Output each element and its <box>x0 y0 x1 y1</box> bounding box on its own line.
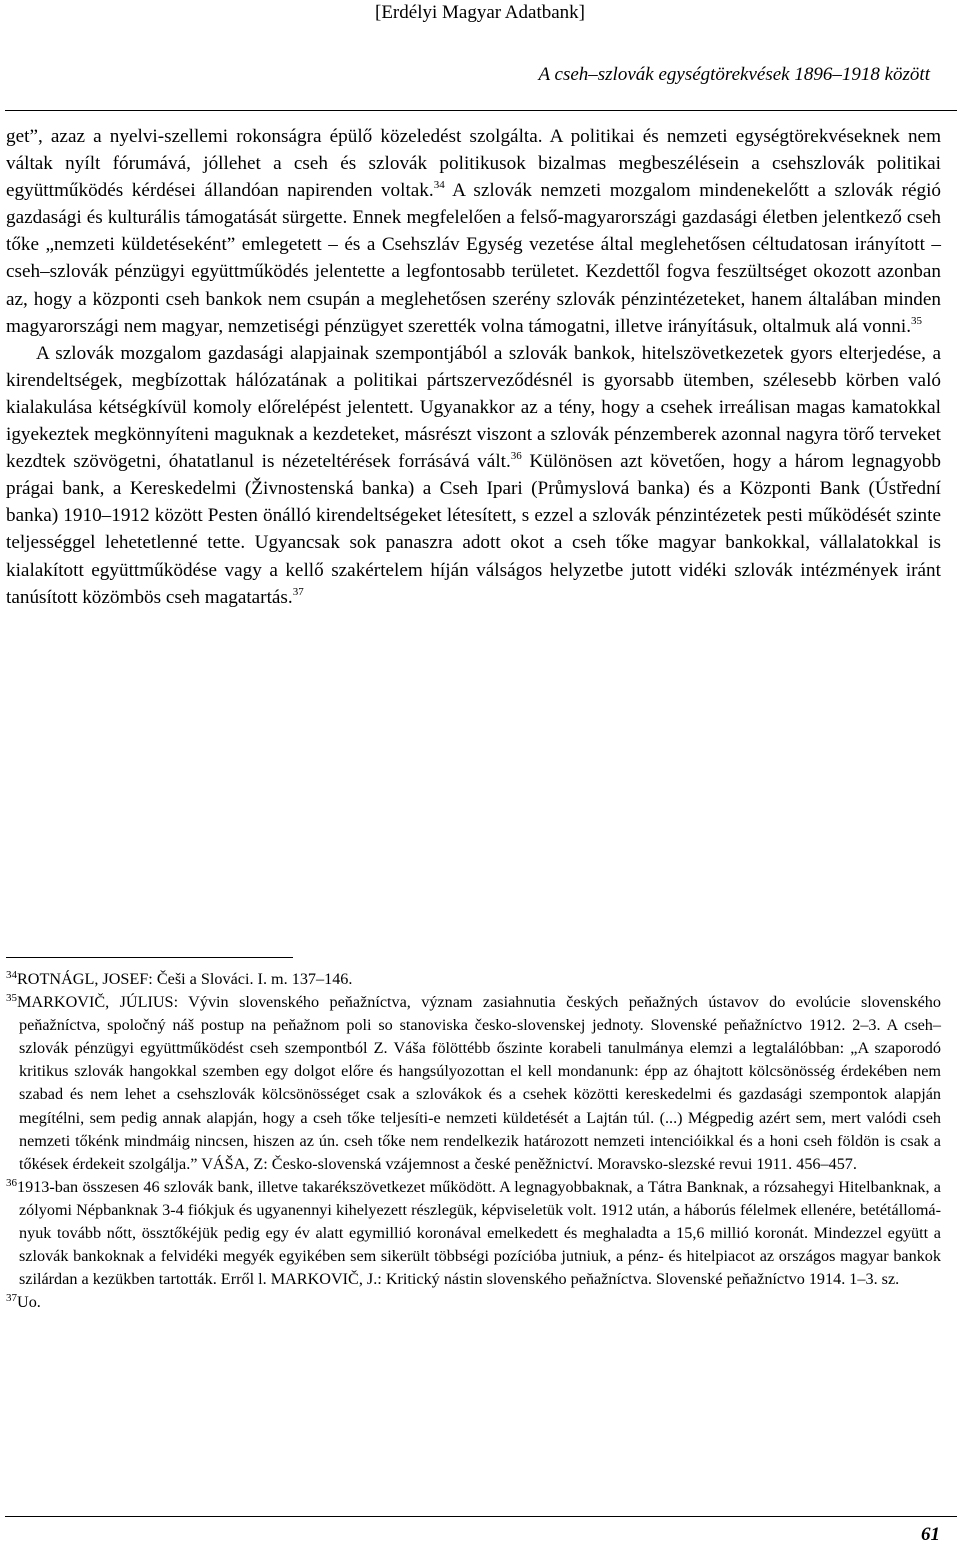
footnote-ref-35[interactable]: 35 <box>911 314 923 327</box>
paragraph-1 <box>6 123 941 340</box>
paragraph-text: get”, azaz a nyelvi-szellemi rokonságra épülő közeledést szolgálta. A politikai és nemzeti egységtörekvéseknek nem váltak nyílt fórumává, jóllehet a cseh és szlovák politikusok bizalmas megbeszélésein a csehszlovák politikai együttműködés kérdései állandóan napirenden voltak. <box>6 126 941 202</box>
footnote-text: MARKOVIČ, JÚLIUS: Vývin slovenského peňažníctva, význam zasiahnutia českých peňažných ústavov do evolúcie slovenského peňažníctva, spoločný náš postup na peňažnom poli so stanoviska česko-slovenskej jednoty. Slovenské peňažníctvo 1912. 2–3. A cseh–szlovák pénzügyi együttműködést cseh szempontból Z. Váša fölöttébb őszinte korabeli tanulmánya elemzi a legtalálóbban: „A szaporodó kritikus szlovák hangokkal szemben egy dolgot előre és hangsúlyozottan el kell mondanunk: épp az óhajtott kölcsönösség érdekében nem szabad és nem lehet a csehszlovák kölcsönösséget csak a szlovákok és a csehek közötti kereskedelmi és gazdasági szempontok alapján megítélni, sem pedig annak alapján, hogy a cseh tőke teljesíti-e nemzeti küldetését a Lajtán túl. (...) Mégpedig azért sem, mert valódi cseh nemzeti tőkénk mindmáig nincsen, hiszen az ún. cseh tőke nem rendelkezik határozott nemzeti intencióikkal és a honi cseh földön is csak a tőkések érdekeit szolgálja.” VÁŠA, Z: Česko-slovenská vzájemnost a české peněžnictví. Moravsko-slezské revui 1911. 456–457. <box>17 993 941 1173</box>
footnote-text: Uo. <box>17 1293 41 1312</box>
footnote-number: 34 <box>6 969 17 981</box>
footnote-ref-36[interactable]: 36 <box>510 450 522 463</box>
paragraph-text: A szlovák nemzeti mozgalom mindenekelőtt a szlovák régió gazdasági és kulturális támogatását sürgette. Ennek megfelelően a felső-magyarországi gazdasági életben jelentkező cseh tőke „nemzeti küldetéseként” emlegetett – és a Csehszláv Egység vezetése által meglehetősen céltudatosan irányított – cseh–szlovák pénzügyi együttműködés jelentette a legfontosabb területet. Kezdettől fogva feszültséget okozott azonban az, hogy a központi cseh bankok nem csupán a meglehetősen szerény szlovák pénzintézeteket, hanem általában minden magyarországi nem magyar, nemzetiségi pénzügyet szerették volna támogatni, illetve irányításuk, oltalmuk alá vonni. <box>6 180 941 337</box>
footnote-number: 35 <box>6 992 17 1005</box>
footnote-34 <box>6 968 941 991</box>
footnote-36 <box>6 1176 941 1291</box>
page-number: 61 <box>921 1524 940 1545</box>
footnote-text: ROTNÁGL, JOSEF: Češi a Slováci. I. m. 137–146. <box>17 970 353 988</box>
footnotes <box>6 968 941 1314</box>
running-title: A cseh–szlovák egységtörekvések 1896–1918 között <box>538 64 930 85</box>
footnote-text: 1913-ban összesen 46 szlovák bank, illetve takarékszövetkezet működött. A legnagyobbaknak, a Tátra Banknak, a rózsahegyi Hitelbanknak, a zólyomi Népbanknak 3-4 fiókjuk és ugyanennyi kihelyezett részlegük, képviseletük volt. 1912 után, a háborús félelmek ellenére, betétállományuk tovább nőtt, össztőkéjük pedig egy év alatt egymillió koronával emelkedett és meghaladta a 15,6 millió koronát. Mindezzel együtt a szlovák bankoknak a felvidéki megyék egyikében sem sikerült többségi pozícióba jutniuk, a pénz- és hitelpiacot az országos magyar bankok szilárdan a kezükben tartották. Erről l. MARKOVIČ, J.: Kritický nástin slovenského peňažníctva. Slovenské peňažníctvo 1914. 1–3. sz. <box>17 1177 941 1289</box>
footnote-ref-34[interactable]: 34 <box>433 179 445 192</box>
header-divider <box>5 110 957 111</box>
paragraph-2 <box>6 340 941 611</box>
footer-divider <box>5 1516 957 1517</box>
footnote-divider <box>6 957 293 958</box>
main-text <box>6 123 941 611</box>
paragraph-text: Különösen azt követően, hogy a három legnagyobb prágai bank, a Kereskedelmi (Živnostenská banka) a Cseh Ipari (Průmyslová banka) és a Központi Bank (Ústřední banka) 1910–1912 között Pesten önálló kirendeltségeket létesített, s ezzel a szlovák pénzintézetek pesti működését szinte teljességgel lehetetlenné tette. Ugyancsak sok panaszra adott okot a cseh tőke magyar bankokkal, vállalatokkal is kialakított együttműködése vagy a kellő szakértelem híján válságos helyzetbe jutott vidéki szlovák intézmények iránt tanúsított közömbös cseh magatartás. <box>6 451 941 608</box>
footnote-number: 36 <box>6 1176 17 1189</box>
paragraph-text: A szlovák mozgalom gazdasági alapjainak szempontjából a szlovák bankok, hitelszövetkezetek gyors elterjedése, a kirendeltségek, megbízottak hálózatának a politikai pártszerveződésnél is gyorsabb ütemben, szélesebb körben való kialakulása kétségkívül komoly előrelépést jelentett. Ugyanakkor az a tény, hogy a csehek irreálisan magas kamatokkal igyekeztek megkönnyíteni maguknak a kezdeteket, másrészt viszont a szlovák pénzemberek azonnal nagyra törő terveket kezdtek szövögetni, óhatatlanul is nézeteltérések forrásává vált. <box>6 342 941 473</box>
footnote-37 <box>6 1291 941 1314</box>
footnote-ref-37[interactable]: 37 <box>292 585 304 598</box>
footnote-35 <box>6 991 941 1176</box>
footnote-number: 37 <box>6 1292 17 1305</box>
source-header: [Erdélyi Magyar Adatbank] <box>375 2 585 23</box>
